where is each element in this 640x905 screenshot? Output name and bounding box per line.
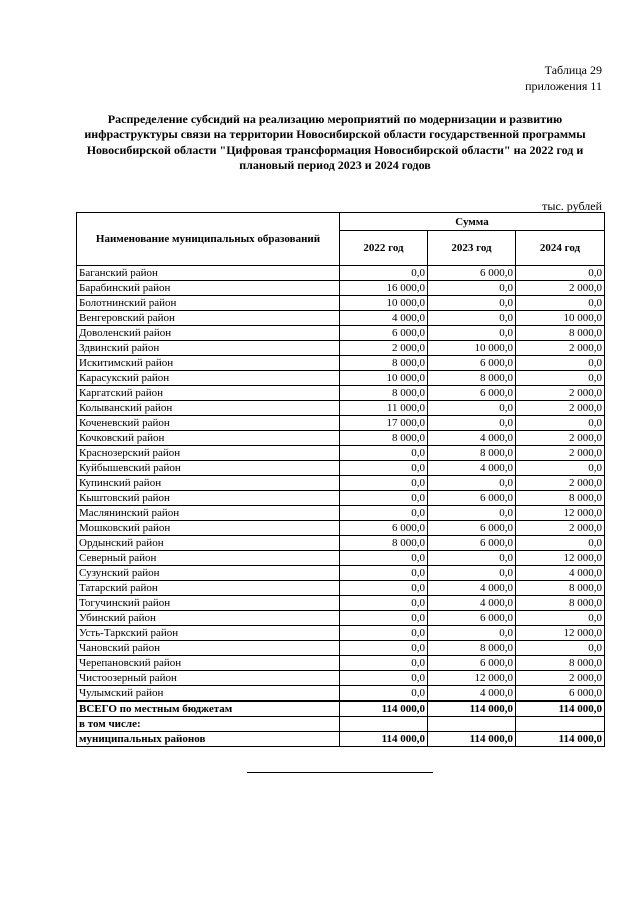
- district-name: Тогучинский район: [77, 596, 340, 611]
- table-row: [77, 581, 605, 596]
- appendix-label: приложения 11: [525, 79, 602, 93]
- municipal-2022: 114 000,0: [340, 732, 428, 747]
- table-row: [77, 566, 605, 581]
- value-2024: 2 000,0: [516, 431, 605, 446]
- table-row: [77, 686, 605, 702]
- value-2024: 0,0: [516, 371, 605, 386]
- table-row: [77, 461, 605, 476]
- value-2023: 6 000,0: [428, 491, 516, 506]
- table-row: [77, 506, 605, 521]
- value-2022: 0,0: [340, 626, 428, 641]
- value-2024: 10 000,0: [516, 311, 605, 326]
- total-2024: 114 000,0: [516, 701, 605, 717]
- subsidy-table: [76, 212, 605, 747]
- value-2022: 0,0: [340, 581, 428, 596]
- column-header-2024: 2024 год: [516, 231, 605, 266]
- value-2023: 4 000,0: [428, 686, 516, 702]
- value-2023: 10 000,0: [428, 341, 516, 356]
- value-2023: 0,0: [428, 416, 516, 431]
- value-2024: 2 000,0: [516, 281, 605, 296]
- total-row: [77, 701, 605, 717]
- table-row: [77, 266, 605, 281]
- value-2024: 0,0: [516, 356, 605, 371]
- table-row: [77, 326, 605, 341]
- empty-cell: [516, 717, 605, 732]
- district-name: Искитимский район: [77, 356, 340, 371]
- value-2023: 6 000,0: [428, 356, 516, 371]
- table-row: [77, 491, 605, 506]
- value-2024: 2 000,0: [516, 446, 605, 461]
- table-row: [77, 551, 605, 566]
- district-name: Доволенский район: [77, 326, 340, 341]
- value-2023: 4 000,0: [428, 596, 516, 611]
- district-name: Кочковский район: [77, 431, 340, 446]
- district-name: Кыштовский район: [77, 491, 340, 506]
- value-2022: 8 000,0: [340, 536, 428, 551]
- value-2023: 6 000,0: [428, 266, 516, 281]
- empty-cell: [340, 717, 428, 732]
- value-2023: 0,0: [428, 626, 516, 641]
- district-name: Каргатский район: [77, 386, 340, 401]
- table-row: [77, 341, 605, 356]
- table-row: [77, 296, 605, 311]
- table-row: [77, 371, 605, 386]
- value-2022: 10 000,0: [340, 371, 428, 386]
- district-name: Убинский район: [77, 611, 340, 626]
- value-2022: 0,0: [340, 671, 428, 686]
- value-2023: 8 000,0: [428, 371, 516, 386]
- value-2024: 4 000,0: [516, 566, 605, 581]
- value-2024: 6 000,0: [516, 686, 605, 702]
- table-row: [77, 521, 605, 536]
- value-2023: 6 000,0: [428, 536, 516, 551]
- district-name: Краснозерский район: [77, 446, 340, 461]
- value-2022: 0,0: [340, 446, 428, 461]
- column-header-name: Наименование муниципальных образований: [77, 213, 340, 266]
- value-2022: 0,0: [340, 551, 428, 566]
- value-2022: 0,0: [340, 641, 428, 656]
- column-header-sum: Сумма: [340, 213, 605, 231]
- value-2022: 17 000,0: [340, 416, 428, 431]
- district-name: Чулымский район: [77, 686, 340, 702]
- district-name: Баганский район: [77, 266, 340, 281]
- table-row: [77, 281, 605, 296]
- value-2022: 4 000,0: [340, 311, 428, 326]
- value-2023: 0,0: [428, 551, 516, 566]
- value-2022: 0,0: [340, 461, 428, 476]
- table-row: [77, 311, 605, 326]
- value-2022: 0,0: [340, 656, 428, 671]
- municipal-row: [77, 732, 605, 747]
- value-2023: 6 000,0: [428, 386, 516, 401]
- district-name: Венгеровский район: [77, 311, 340, 326]
- municipal-2024: 114 000,0: [516, 732, 605, 747]
- value-2022: 16 000,0: [340, 281, 428, 296]
- value-2022: 0,0: [340, 506, 428, 521]
- district-name: Чистоозерный район: [77, 671, 340, 686]
- district-name: Мошковский район: [77, 521, 340, 536]
- value-2024: 2 000,0: [516, 671, 605, 686]
- value-2024: 12 000,0: [516, 551, 605, 566]
- value-2024: 2 000,0: [516, 401, 605, 416]
- value-2024: 8 000,0: [516, 326, 605, 341]
- district-name: Купинский район: [77, 476, 340, 491]
- value-2022: 8 000,0: [340, 356, 428, 371]
- value-2024: 8 000,0: [516, 581, 605, 596]
- value-2022: 0,0: [340, 596, 428, 611]
- bottom-divider: [247, 772, 433, 773]
- table-row: [77, 431, 605, 446]
- value-2022: 8 000,0: [340, 431, 428, 446]
- table-row: [77, 356, 605, 371]
- value-2024: 2 000,0: [516, 476, 605, 491]
- value-2024: 12 000,0: [516, 626, 605, 641]
- value-2024: 0,0: [516, 416, 605, 431]
- value-2022: 11 000,0: [340, 401, 428, 416]
- value-2023: 0,0: [428, 506, 516, 521]
- district-name: Колыванский район: [77, 401, 340, 416]
- value-2023: 4 000,0: [428, 461, 516, 476]
- value-2024: 0,0: [516, 611, 605, 626]
- total-2023: 114 000,0: [428, 701, 516, 717]
- value-2022: 0,0: [340, 476, 428, 491]
- value-2022: 0,0: [340, 491, 428, 506]
- district-name: Северный район: [77, 551, 340, 566]
- units-label: тыс. рублей: [542, 199, 602, 213]
- district-name: Татарский район: [77, 581, 340, 596]
- district-name: Коченевский район: [77, 416, 340, 431]
- value-2023: 0,0: [428, 326, 516, 341]
- table-row: [77, 656, 605, 671]
- district-name: Черепановский район: [77, 656, 340, 671]
- value-2023: 8 000,0: [428, 446, 516, 461]
- value-2024: 8 000,0: [516, 656, 605, 671]
- table-row: [77, 536, 605, 551]
- table-row: [77, 446, 605, 461]
- table-number-label: Таблица 29: [544, 63, 602, 77]
- district-name: Барабинский район: [77, 281, 340, 296]
- including-label: в том числе:: [77, 717, 340, 732]
- table-row: [77, 641, 605, 656]
- table-row: [77, 401, 605, 416]
- value-2024: 2 000,0: [516, 521, 605, 536]
- total-label: ВСЕГО по местным бюджетам: [77, 701, 340, 717]
- document-title: Распределение субсидий на реализацию мероприятий по модернизации и развитию инфраструктуры связи на территории Новосибирской области государственной программы Новосибирской области "Цифровая трансформация Новосибирской области" на 2022 год и плановый период 2023 и 2024 годов: [84, 112, 586, 172]
- district-name: Здвинский район: [77, 341, 340, 356]
- value-2023: 12 000,0: [428, 671, 516, 686]
- value-2023: 0,0: [428, 296, 516, 311]
- district-name: Маслянинский район: [77, 506, 340, 521]
- district-name: Чановский район: [77, 641, 340, 656]
- value-2024: 12 000,0: [516, 506, 605, 521]
- value-2024: 8 000,0: [516, 596, 605, 611]
- value-2024: 2 000,0: [516, 386, 605, 401]
- value-2024: 0,0: [516, 296, 605, 311]
- table-row: [77, 611, 605, 626]
- municipal-2023: 114 000,0: [428, 732, 516, 747]
- column-header-2023: 2023 год: [428, 231, 516, 266]
- value-2022: 0,0: [340, 686, 428, 702]
- value-2023: 6 000,0: [428, 656, 516, 671]
- value-2023: 6 000,0: [428, 611, 516, 626]
- value-2024: 0,0: [516, 461, 605, 476]
- value-2023: 4 000,0: [428, 581, 516, 596]
- value-2022: 10 000,0: [340, 296, 428, 311]
- value-2022: 8 000,0: [340, 386, 428, 401]
- table-row: [77, 596, 605, 611]
- value-2022: 6 000,0: [340, 521, 428, 536]
- value-2024: 0,0: [516, 641, 605, 656]
- value-2023: 0,0: [428, 401, 516, 416]
- district-name: Сузунский район: [77, 566, 340, 581]
- value-2024: 0,0: [516, 266, 605, 281]
- value-2022: 0,0: [340, 611, 428, 626]
- empty-cell: [428, 717, 516, 732]
- district-name: Куйбышевский район: [77, 461, 340, 476]
- table-body: [77, 266, 605, 702]
- value-2023: 0,0: [428, 311, 516, 326]
- value-2023: 6 000,0: [428, 521, 516, 536]
- value-2024: 2 000,0: [516, 341, 605, 356]
- value-2024: 0,0: [516, 536, 605, 551]
- value-2022: 2 000,0: [340, 341, 428, 356]
- value-2023: 4 000,0: [428, 431, 516, 446]
- table-row: [77, 386, 605, 401]
- value-2024: 8 000,0: [516, 491, 605, 506]
- district-name: Болотнинский район: [77, 296, 340, 311]
- including-row: [77, 717, 605, 732]
- district-name: Карасукский район: [77, 371, 340, 386]
- table-row: [77, 626, 605, 641]
- district-name: Усть-Таркский район: [77, 626, 340, 641]
- value-2023: 0,0: [428, 566, 516, 581]
- table-row: [77, 476, 605, 491]
- table-row: [77, 671, 605, 686]
- column-header-2022: 2022 год: [340, 231, 428, 266]
- value-2022: 0,0: [340, 266, 428, 281]
- value-2022: 0,0: [340, 566, 428, 581]
- table-row: [77, 416, 605, 431]
- value-2023: 8 000,0: [428, 641, 516, 656]
- value-2023: 0,0: [428, 281, 516, 296]
- total-2022: 114 000,0: [340, 701, 428, 717]
- value-2022: 6 000,0: [340, 326, 428, 341]
- district-name: Ордынский район: [77, 536, 340, 551]
- municipal-label: муниципальных районов: [77, 732, 340, 747]
- value-2023: 0,0: [428, 476, 516, 491]
